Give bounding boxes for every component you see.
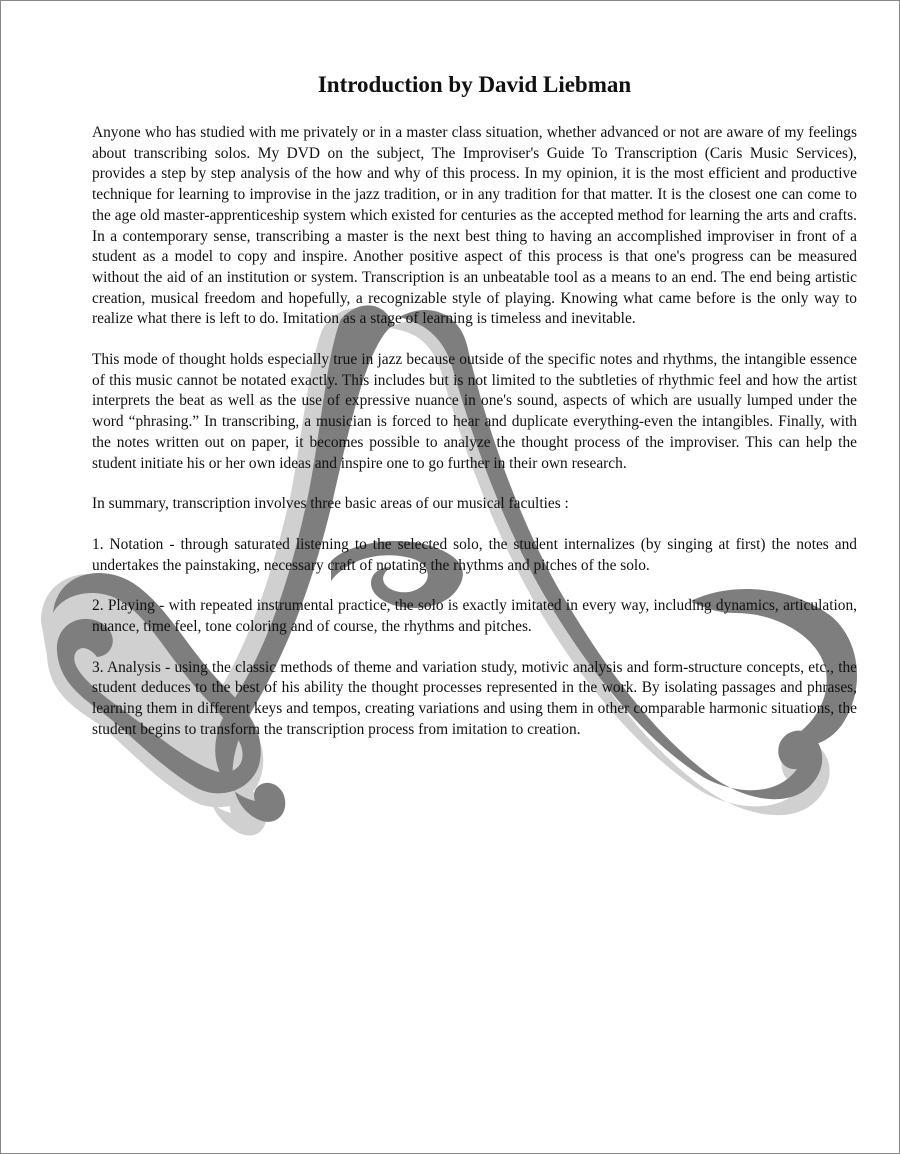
document-body (92, 69, 857, 761)
paragraph-summary: In summary, transcription involves three basic areas of our musical faculties : (92, 495, 569, 513)
list-item-playing: 2. Playing - with repeated instrumental practice, the solo is exactly imitated in every way, including dynamics, articulation, nuance, time feel, tone coloring and of course, the rhythms and pitches. (92, 597, 857, 636)
list-item-analysis: 3. Analysis - using the classic methods of theme and variation study, motivic analysis and form-structure concepts, etc., the student deduces to the best of his ability the thought processes represented in the work. By isolating passages and phrases, learning them in different keys and tempos, creating variations and using them in other comparable harmonic situations, the student begins to transform the transcription process from imitation to creation. (92, 658, 857, 738)
paragraph-intro: Anyone who has studied with me privately or in a master class situation, whether advanced or not are aware of my feelings about transcribing solos. My DVD on the subject, The Improviser's Guide To Transcription (Caris Music Services), provides a step by step analysis of the how and why of this process. In my opinion, it is the most efficient and productive technique for learning to improvise in the jazz tradition, or in any tradition for that matter. It is the closest one can come to the age old master-apprenticeship system which existed for centuries as the accepted method for learning the arts and crafts. In a contemporary sense, transcribing a master is the next best thing to having an accomplished improviser in front of a student as a model to copy and inspire. Another positive aspect of this process is that one's progress can be measured without the aid of an institution or system. Transcription is an unbeatable tool as a means to an end. The end being artistic creation, musical freedom and hopefully, a recognizable style of playing. Knowing what came before is the only way to realize what there is left to do. Imitation as a stage of learning is timeless and inevitable. (92, 124, 857, 328)
list-item-notation: 1. Notation - through saturated listening to the selected solo, the student internalizes (by singing at first) the notes and undertakes the painstaking, necessary craft of notating the rhythms and pitches of the solo. (92, 535, 857, 574)
page-title: Introduction by David Liebman (317, 72, 632, 97)
paragraph-jazz-mode: This mode of thought holds especially true in jazz because outside of the specific notes and rhythms, the intangible essence of this music cannot be notated exactly. This includes but is not limited to the subtleties of rhythmic feel and how the artist interprets the beat as well as the use of expressive nuance in one's sound, aspects of which are usually lumped under the word “phrasing.” In transcribing, a musician is forced to hear and duplicate everything-even the intangibles. Finally, with the notes written out on paper, it becomes possible to analyze the thought process of the improviser. This can help the student initiate his or her own ideas and inspire one to go further in their own research. (92, 351, 857, 472)
